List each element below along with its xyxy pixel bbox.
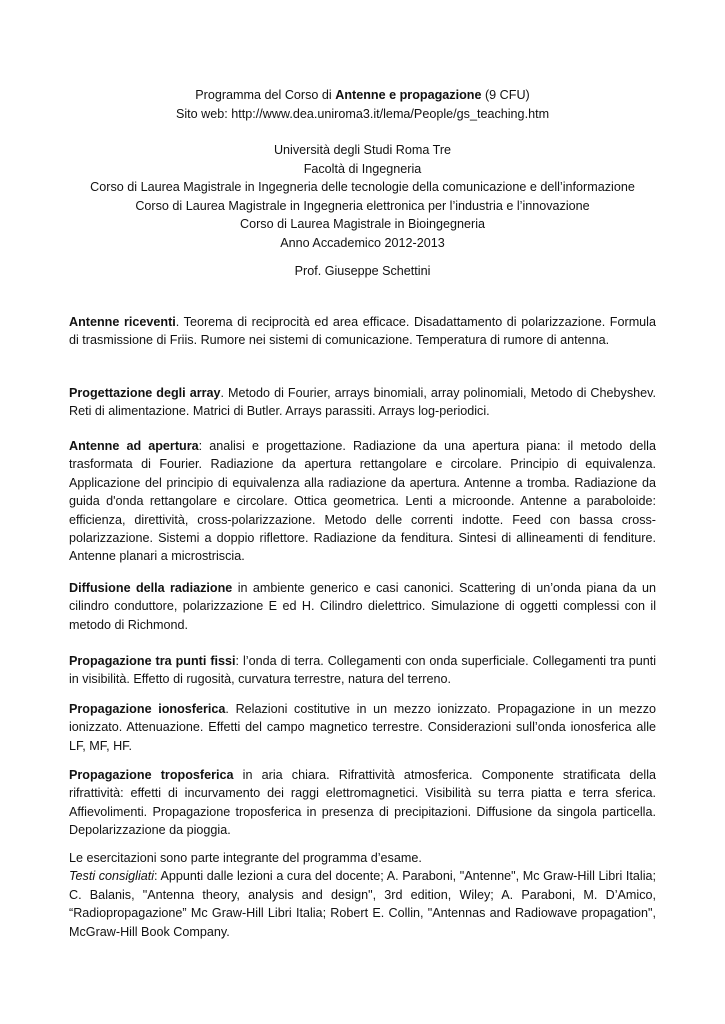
course-title-prefix: Programma del Corso di — [195, 88, 336, 102]
degree-program-3: Corso di Laurea Magistrale in Bioingegneria — [239, 217, 486, 231]
section-propagazione-troposferica — [69, 766, 656, 840]
section-paragraph — [69, 700, 656, 755]
section-paragraph — [69, 579, 656, 634]
section-paragraph — [69, 313, 656, 350]
section-title: Propagazione tra punti fissi — [69, 654, 236, 668]
section-antenne-riceventi — [69, 313, 656, 350]
degree-program-1: Corso di Laurea Magistrale in Ingegneria delle tecnologie della comunicazione e dell’informazione — [90, 180, 635, 194]
books-label: Testi consigliati — [69, 869, 155, 884]
section-title: Antenne riceventi — [69, 315, 176, 329]
section-title: Progettazione degli array — [69, 386, 221, 400]
section-progettazione-array — [69, 384, 656, 421]
section-text: : l’onda di terra. Collegamenti con onda superficiale. Collegamenti tra punti in visibilità. Effetto di rugosità, curvatura terrestre, natura del terreno. — [69, 654, 656, 687]
section-title: Propagazione troposferica — [69, 768, 234, 782]
professor-name: Prof. Giuseppe Schettini — [294, 264, 431, 278]
section-text: in aria chiara. Rifrattività atmosferica. Componente stratificata della rifrattività: effetti di incurvamento dei raggi elettromagnetici. Visibilità su terra piatta e terra sferica. Affievolimenti. Propagazione troposferica in presenza di precipitazioni. Diffusione da singola particella. Depolarizzazione da pioggia. — [69, 768, 657, 838]
professor-block — [40, 262, 685, 281]
section-text: in ambiente generico e casi canonici. Scattering di un’onda piana da un cilindro conduttore, polarizzazione E ed H. Cilindro dielettrico. Simulazione di oggetti complessi con il metodo di Richmond. — [69, 581, 656, 632]
section-paragraph — [69, 652, 656, 689]
degree-program-2: Corso di Laurea Magistrale in Ingegneria elettronica per l’industria e l’innovazione — [135, 198, 590, 213]
section-text: : analisi e progettazione. Radiazione da una apertura piana: il metodo della trasformata di Fourier. Radiazione da apertura rettangolare e circolare. Principio di equivalenza. Applicazione del principio di equivalenza alla radiazione da apertura. Antenne a tromba. Radiazione da guida d'onda rettangolare e circolare. Ottica geometrica. Lenti a microonde. Antenne a paraboloide: efficienza, direttività, cross-polarizzazione. Metodo delle correnti indotte. Feed con bassa cross-polarizzazione. Sistemi a doppio riflettore. Radiazione da fenditura. Sintesi di allineamenti di fenditure. Antenne planari a microstriscia. — [69, 439, 656, 564]
section-diffusione-radiazione — [69, 579, 656, 634]
academic-year: Anno Accademico 2012-2013 — [280, 235, 445, 250]
section-title: Antenne ad apertura — [69, 439, 199, 453]
course-website: Sito web: http://www.dea.uniroma3.it/lema/People/gs_teaching.htm — [175, 106, 550, 121]
section-paragraph — [69, 384, 656, 421]
course-name: Antenne e propagazione — [335, 88, 482, 102]
books-text: : Appunti dalle lezioni a cura del docente; A. Paraboni, "Antenne", Mc Graw-Hill Libri Italia; C. Balanis, "Antenna theory, analysis and design", 3rd edition, Wiley; A. Paraboni, M. D’Amico, “Radiopropagazione” Mc Graw-Hill Libri Italia; Robert E. Collin, "Antennas and Radiowave propagation", McGraw-Hill Book Company. — [69, 869, 656, 939]
section-propagazione-punti-fissi — [69, 652, 656, 689]
recommended-books — [69, 867, 656, 941]
section-text: . Teorema di reciprocità ed area efficace. Disadattamento di polarizzazione. Formula di trasmissione di Friis. Rumore nei sistemi di comunicazione. Temperatura di rumore di antenna. — [69, 315, 656, 348]
section-title: Diffusione della radiazione — [69, 581, 233, 595]
course-title-line — [40, 86, 685, 105]
section-title: Propagazione ionosferica — [69, 702, 226, 716]
section-text: . Metodo di Fourier, arrays binomiali, array polinomiali, Metodo di Chebyshev. Reti di alimentazione. Matrici di Butler. Arrays parassiti. Arrays log-periodici. — [69, 386, 656, 419]
institution-block — [40, 141, 685, 252]
section-text: . Relazioni costitutive in un mezzo ionizzato. Propagazione in un mezzo ionizzato. Attenuazione. Effetti del campo magnetico terrestre. Considerazioni sull’onda ionosferica alle LF, MF, HF. — [69, 702, 656, 753]
course-header — [40, 86, 685, 123]
section-paragraph — [69, 766, 656, 840]
faculty-name: Facoltà di Ingegneria — [303, 161, 422, 176]
section-paragraph — [69, 437, 656, 566]
section-propagazione-ionosferica — [69, 700, 656, 755]
section-antenne-apertura — [69, 437, 656, 566]
closing-block — [69, 849, 656, 941]
course-credits: (9 CFU) — [481, 88, 530, 102]
university-name: Università degli Studi Roma Tre — [273, 143, 452, 157]
exercises-note: Le esercitazioni sono parte integrante del programma d’esame. — [69, 851, 422, 865]
